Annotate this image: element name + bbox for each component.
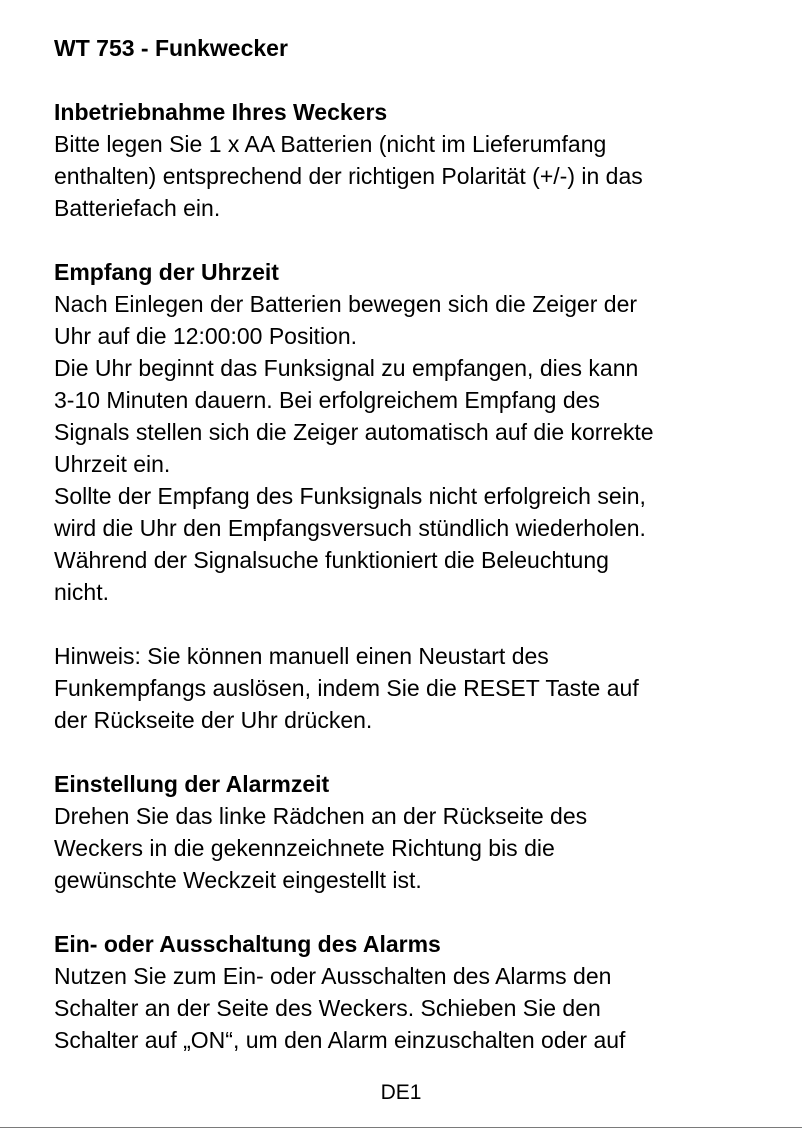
document-page bbox=[54, 32, 774, 1088]
section-heading: Empfang der Uhrzeit bbox=[54, 259, 279, 285]
document-title: WT 753 - Funkwecker bbox=[54, 35, 288, 61]
section-paragraph: Nach Einlegen der Batterien bewegen sich die Zeiger der Uhr auf die 12:00:00 Position. Die Uhr beginnt das Funksignal zu empfangen, dies kann 3-10 Minuten dauern. Bei erfolgreichem Empfang des Signals stellen sich die Zeiger automatisch auf die korrekte Uhrzeit ein. Sollte der Empfang des Funksignals nicht erfolgreich sein, wird die Uhr den Empfangsversuch stündlich wiederholen. Während der Signalsuche funktioniert die Beleuchtung nicht. bbox=[54, 291, 654, 605]
section-paragraph: Bitte legen Sie 1 x AA Batterien (nicht im Lieferumfang enthalten) entsprechend der richtigen Polarität (+/-) in das Batteriefach ein. bbox=[54, 131, 643, 221]
section-heading: Inbetriebnahme Ihres Weckers bbox=[54, 99, 388, 125]
section-inbetriebnahme bbox=[54, 96, 774, 224]
section-empfang bbox=[54, 256, 774, 608]
section-heading: Einstellung der Alarmzeit bbox=[54, 771, 330, 797]
section-hinweis bbox=[54, 640, 774, 736]
section-paragraph: Drehen Sie das linke Rädchen an der Rückseite des Weckers in die gekennzeichnete Richtung bis die gewünschte Weckzeit eingestellt ist. bbox=[54, 803, 588, 893]
page-bottom-divider bbox=[0, 1127, 802, 1128]
section-alarmzeit bbox=[54, 768, 774, 896]
section-heading: Ein- oder Ausschaltung des Alarms bbox=[54, 931, 441, 957]
page-number: DE1 bbox=[380, 1081, 422, 1104]
section-paragraph: Nutzen Sie zum Ein- oder Ausschalten des Alarms den Schalter an der Seite des Weckers. Schieben Sie den Schalter auf „ON“, um den Alarm einzuschalten oder auf bbox=[54, 963, 626, 1053]
section-alarm-schalter bbox=[54, 928, 774, 1056]
hint-paragraph: Hinweis: Sie können manuell einen Neustart des Funkempfangs auslösen, indem Sie die RESET Taste auf der Rückseite der Uhr drücken. bbox=[54, 643, 639, 733]
